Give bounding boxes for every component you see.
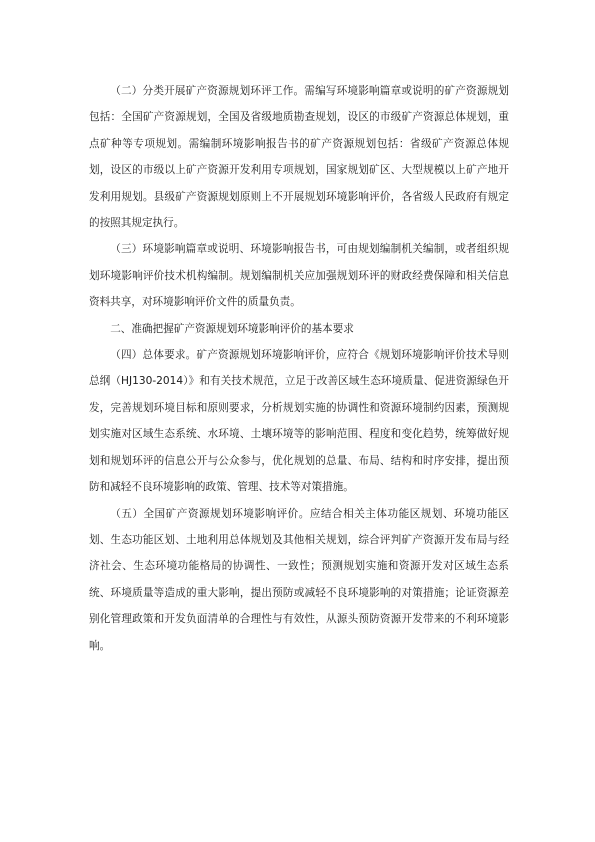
document-body	[89, 78, 509, 659]
paragraph-4-general-requirements: （四）总体要求。矿产资源规划环境影响评价，应符合《规划环境影响评价技术导则总纲（HJ130-2014）》和有关技术规范，立足于改善区域生态环境质量、促进资源绿色开发，完善规划环境目标和原则要求，分析规划实施的协调性和资源环境制约因素，预测规划实施对区域生态系统、水环境、土壤环境等的影响范围、程度和变化趋势，统筹做好规划和规划环评的信息公开与公众参与，优化规划的总量、布局、结构和时序安排，提出预防和减轻不良环境影响的政策、管理、技术等对策措施。	[89, 349, 509, 494]
paragraph-3-eia-preparation: （三）环境影响篇章或说明、环境影响报告书，可由规划编制机关编制，或者组织规划环境影响评价技术机构编制。规划编制机关应加强规划环评的财政经费保障和相关信息资料共享，对环境影响评价文件的质量负责。	[89, 243, 509, 309]
paragraph-5-national-planning-eia: （五）全国矿产资源规划环境影响评价。应结合相关主体功能区规划、环境功能区划、生态功能区划、土地利用总体规划及其他相关规划，综合评判矿产资源开发布局与经济社会、生态环境功能格局的协调性、一致性；预测规划实施和资源开发对区域生态系统、环境质量等造成的重大影响，提出预防或减轻不良环境影响的对策措施；论证资源差别化管理政策和开发负面清单的合理性与有效性，从源头预防资源开发带来的不利环境影响。	[89, 507, 509, 652]
paragraph-2-classified-planning-eia: （二）分类开展矿产资源规划环评工作。需编写环境影响篇章或说明的矿产资源规划包括：全国矿产资源规划，全国及省级地质勘查规划，设区的市级矿产资源总体规划，重点矿种等专项规划。需编制环境影响报告书的矿产资源规划包括：省级矿产资源总体规划，设区的市级以上矿产资源开发利用专项规划，国家规划矿区、大型规模以上矿产地开发利用规划。县级矿产资源规划原则上不开展规划环境影响评价，各省级人民政府有规定的按照其规定执行。	[89, 85, 509, 230]
section-heading-basic-requirements: 二、准确把握矿产资源规划环境影响评价的基本要求	[110, 322, 354, 335]
